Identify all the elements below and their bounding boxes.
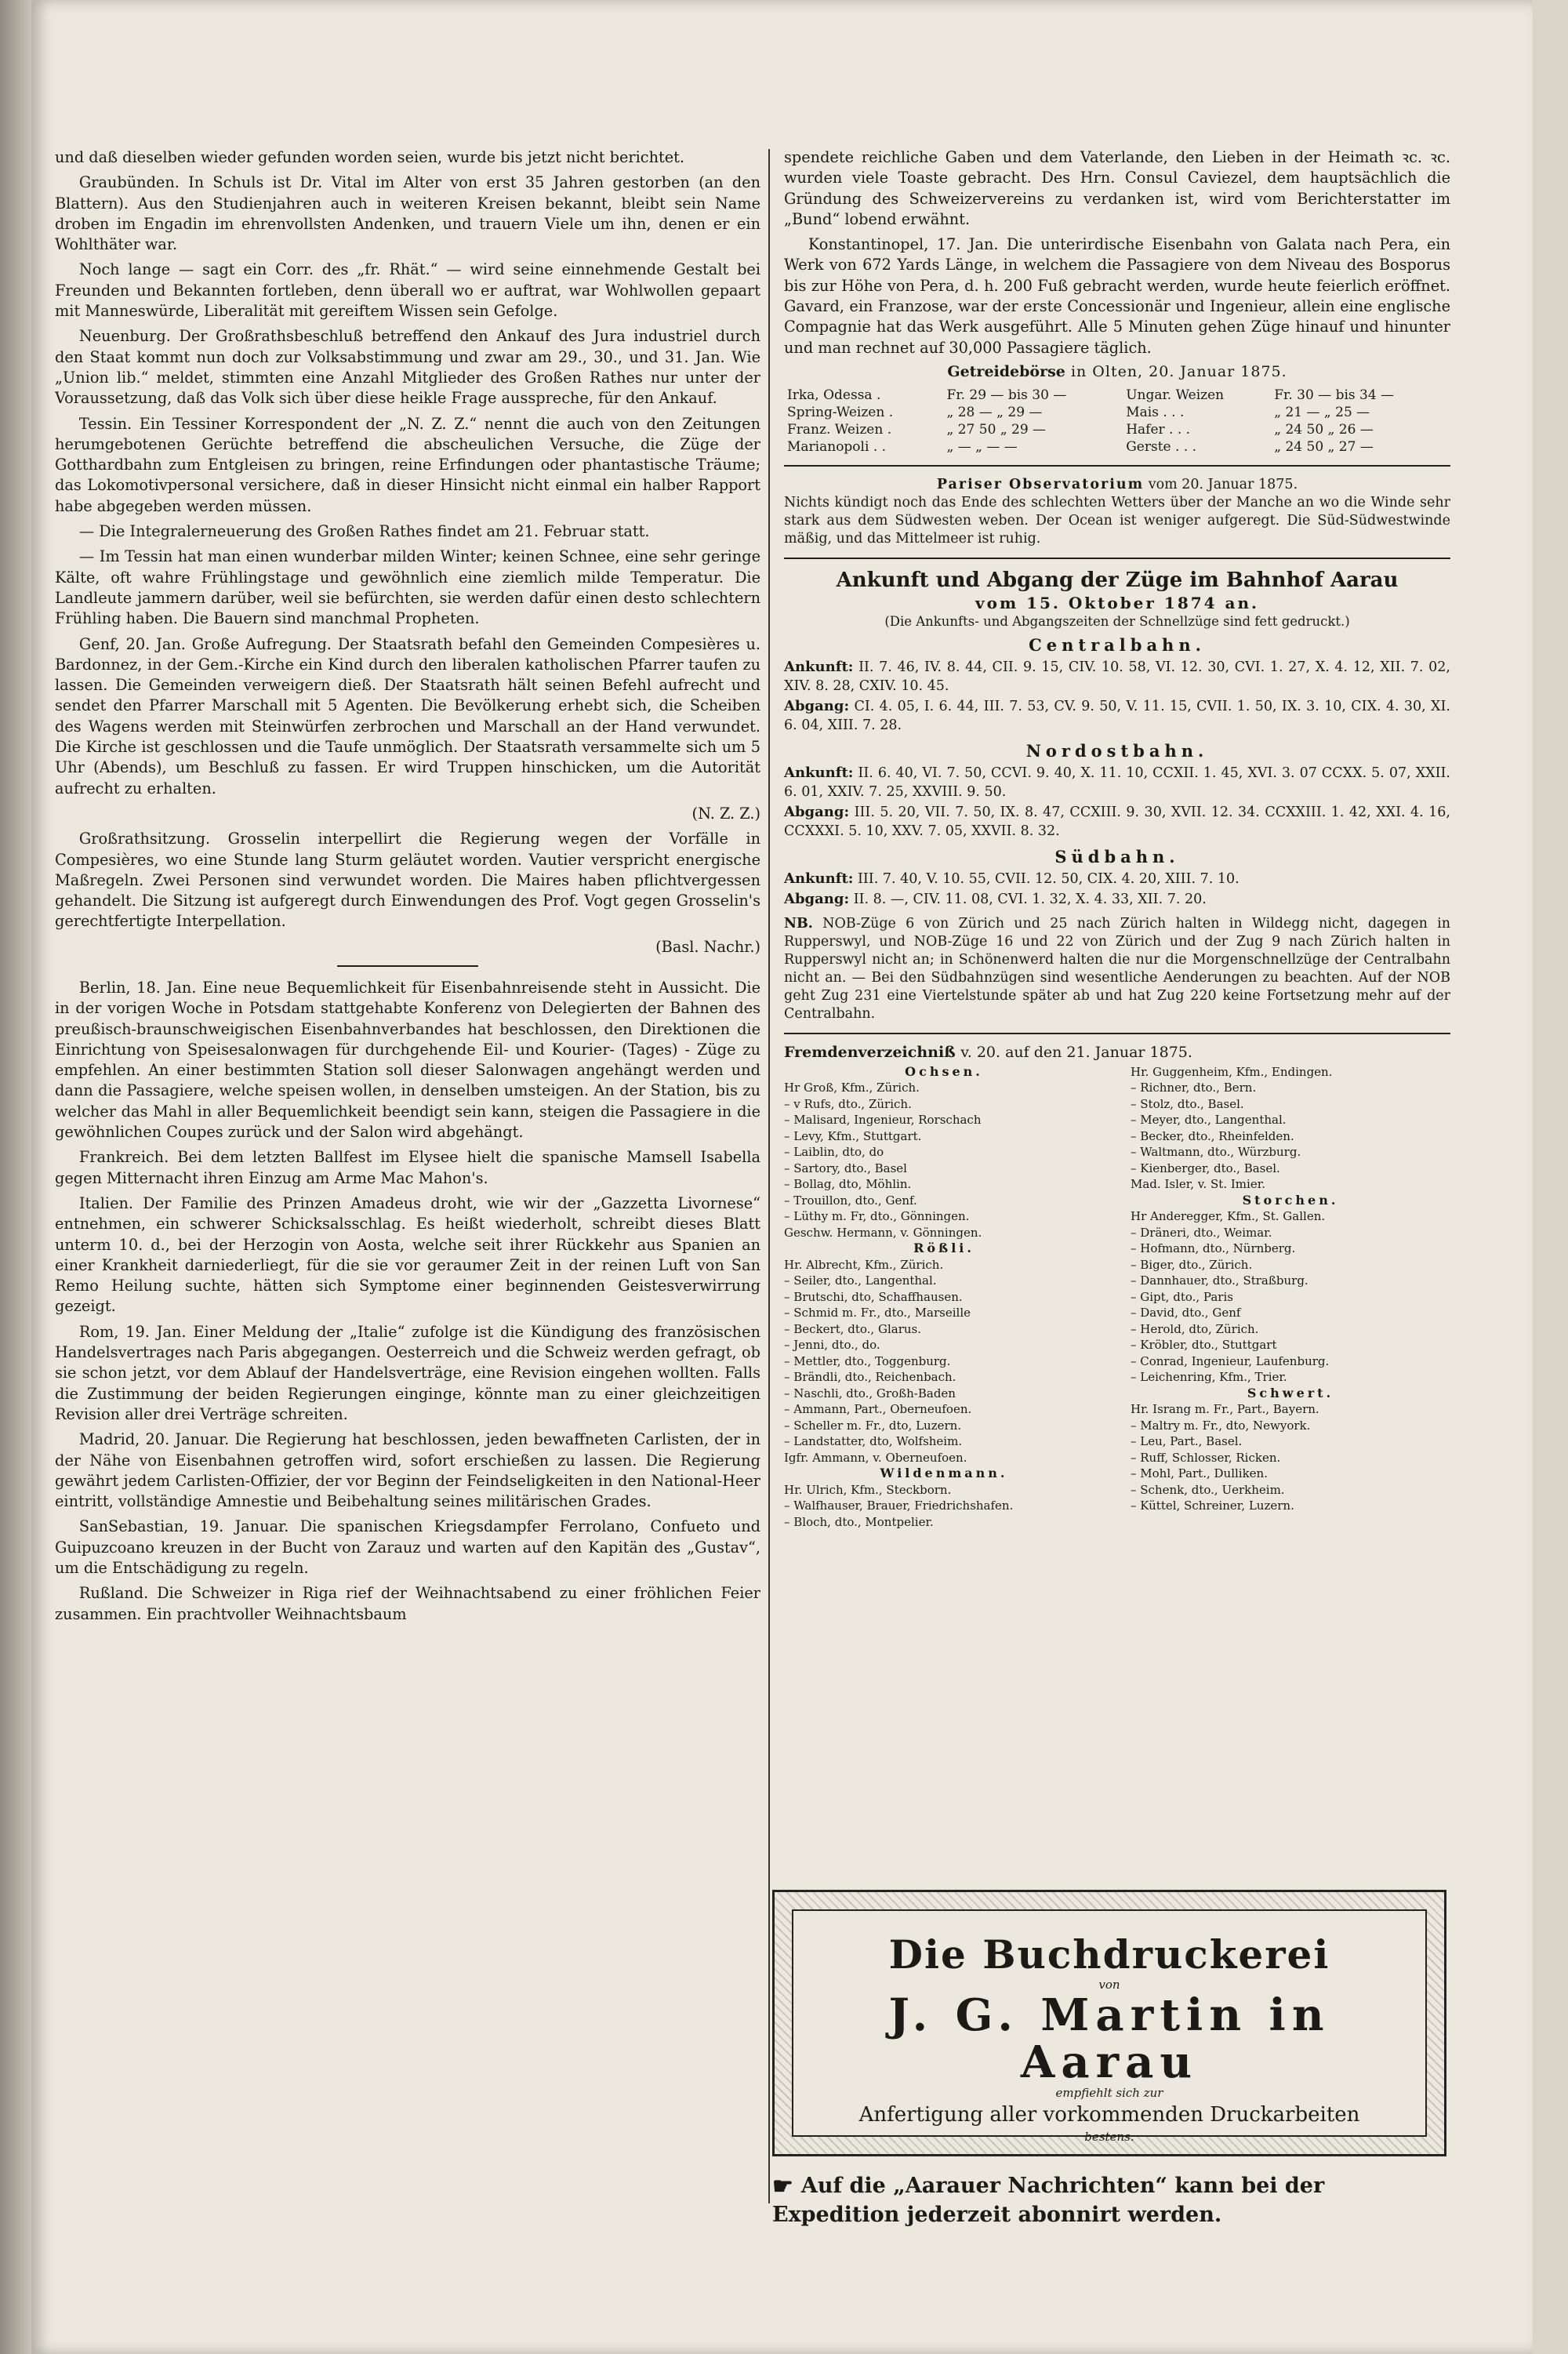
train-schedule-subtitle: vom 15. Oktober 1874 an.	[975, 593, 1259, 612]
guest-entry: – Maltry m. Fr., dto, Newyork.	[1131, 1418, 1311, 1433]
guest-entry: – Dräneri, dto., Weimar.	[1131, 1225, 1272, 1240]
grain-price-cell: „ 27 50 „ 29 —	[946, 421, 1047, 438]
guest-entry: – Lüthy m. Fr, dto., Gönningen.	[784, 1209, 970, 1224]
advertisement-frame	[792, 1909, 1427, 2144]
article-madrid: Madrid, 20. Januar. Die Regierung hat beschlossen, jeden bewaffneten Carlisten, der in der Nähe von Eisenbahnen getroffen wird, sofort erschießen zu lassen. Die Regierung gewährt jedem Carlisten-Offizier, der vor Beginn der Feindseligkeiten in den National-Heer eintritt, vollständige Amnestie und Beibehaltung seines militärischen Grades.	[55, 1430, 760, 1511]
guest-entry: Mad. Isler, v. St. Imier.	[1131, 1177, 1265, 1192]
railway-name: Südbahn.	[1054, 846, 1180, 866]
arrivals	[784, 658, 1450, 696]
guest-entry: – Levy, Kfm., Stuttgart.	[784, 1128, 922, 1143]
guest-entry: – Brändli, dto., Reichenbach.	[784, 1370, 956, 1385]
hotel-name: Schwert.	[1247, 1385, 1334, 1400]
observatory-title: Pariser Observatorium	[936, 476, 1145, 492]
grain-exchange-heading	[784, 363, 1450, 380]
guest-entry: Hr. Israng m. Fr., Part., Bayern.	[1131, 1402, 1319, 1417]
pointing-hand-icon: ☛	[772, 2172, 793, 2200]
guest-entry: – Landstatter, dto, Wolfsheim.	[784, 1434, 963, 1449]
arrivals	[784, 870, 1450, 888]
ad-closing: bestens.	[1084, 2130, 1134, 2144]
grain-price-cell: Fr. 30 — bis 34 —	[1274, 387, 1395, 403]
grain-exchange-date: in Olten, 20. Januar 1875.	[1070, 362, 1287, 380]
grain-price-row	[784, 387, 1450, 404]
guest-entry: – Becker, dto., Rheinfelden.	[1131, 1128, 1294, 1143]
hotel-name: Wildenmann.	[880, 1466, 1008, 1481]
article-paragraph: — Die Integralerneuerung des Großen Rathes findet am 21. Februar statt.	[78, 522, 650, 541]
print-shop-advertisement	[772, 1890, 1446, 2156]
grain-price-cell: Franz. Weizen .	[787, 421, 892, 438]
guest-list-heading	[784, 1044, 1450, 1061]
guest-entry: – Ruff, Schlosser, Ricken.	[1131, 1450, 1281, 1465]
arrivals-label: Ankunft:	[784, 870, 854, 887]
grain-price-row	[784, 438, 1450, 456]
article-graubuenden: Graubünden. In Schuls ist Dr. Vital im Alter von erst 35 Jahren gestorben (an den Blattern). Aus den Studienjahren auch in weiteren Kreisen bekannt, bleibt sein Name droben im Engadin im ehrenvollsten Andenken, und trauern Viele um ihn, denen er ein Wohlthäter war.	[55, 173, 760, 254]
guest-entry: – Bollag, dto, Möhlin.	[784, 1177, 912, 1192]
observatory-text: Nichts kündigt noch das Ende des schlechten Wetters über der Manche an wo die Winde sehr stark aus dem Südwesten weben. Der Ocean ist weniger aufgeregt. Die Süd-Südwestwinde mäßig, und das Mittelmeer ist ruhig.	[784, 494, 1450, 547]
guest-entry: – Laiblin, dto, do	[784, 1145, 884, 1160]
guest-entry: – Biger, dto., Zürich.	[1131, 1257, 1253, 1272]
grain-price-table	[784, 387, 1450, 456]
guest-entry: – Walfhauser, Brauer, Friedrichshafen.	[784, 1498, 1014, 1513]
guest-entry: – Sartory, dto., Basel	[784, 1161, 907, 1175]
guest-entry: – Küttel, Schreiner, Luzern.	[1131, 1498, 1294, 1513]
ad-service: Anfertigung aller vorkommenden Druckarbeiten	[858, 2103, 1360, 2127]
guest-entry: – David, dto., Genf	[1131, 1306, 1241, 1320]
guest-entry: – Mohl, Part., Dulliken.	[1131, 1466, 1268, 1481]
departures	[784, 890, 1450, 909]
guest-entry: – Hofmann, dto., Nürnberg.	[1131, 1241, 1296, 1256]
train-schedule-note: (Die Ankunfts- und Abgangszeiten der Schnellzüge sind fett gedruckt.)	[884, 613, 1350, 629]
grain-price-row	[784, 404, 1450, 421]
arrivals-times: III. 7. 40, V. 10. 55, CVII. 12. 50, CIX. 4. 20, XIII. 7. 10.	[857, 870, 1240, 887]
guest-list-column-right	[1131, 1064, 1450, 1531]
guest-entry: – Stolz, dto., Basel.	[1131, 1096, 1244, 1111]
departures-label: Abgang:	[784, 890, 850, 907]
guest-entry: – Kröbler, dto., Stuttgart	[1131, 1338, 1277, 1353]
source-citation: (Basl. Nachr.)	[655, 937, 760, 956]
guest-entry: Geschw. Hermann, v. Gönningen.	[784, 1225, 982, 1240]
notice-label: NB.	[784, 915, 813, 932]
ad-company-name: J. G. Martin in Aarau	[888, 1989, 1330, 2088]
guest-entry: – Mettler, dto., Toggenburg.	[784, 1353, 951, 1368]
guest-entry: – Dannhauer, dto., Straßburg.	[1131, 1273, 1308, 1288]
guest-entry: – Schmid m. Fr., dto., Marseille	[784, 1306, 971, 1320]
railway-name: Nordostbahn.	[1025, 740, 1209, 761]
arrivals	[784, 764, 1450, 801]
grain-price-cell: Hafer . . .	[1126, 421, 1191, 438]
departures	[784, 697, 1450, 735]
guest-entry: – Ammann, Part., Oberneufoen.	[784, 1402, 972, 1417]
arrivals-times: II. 7. 46, IV. 8. 44, CII. 9. 15, CIV. 10. 58, VI. 12. 30, CVI. 1. 27, X. 4. 12, XII. 7. 02, XIV. 8. 28, CXIV. 10. 45.	[784, 659, 1450, 694]
grain-price-cell: Irka, Odessa .	[787, 387, 881, 403]
article-italien: Italien. Der Familie des Prinzen Amadeus droht, wie wir der „Gazzetta Livornese“ entnehmen, ein schwerer Schicksalsschlag. Es heißt wiederholt, schreibt dieses Blatt unterm 10. d., bei der Herzogin von Aosta, welche seit ihrer Rückkehr aus Spanien an einer Krankheit darniederliegt, für die sie vor geraumer Zeit in der reinen Luft von San Remo Heilung suchte, hätten sich Symptome einer beginnenden Geistesverwirrung gezeigt.	[55, 1193, 760, 1316]
grain-price-cell: Spring-Weizen .	[787, 404, 894, 420]
grain-price-cell: Gerste . . .	[1126, 438, 1197, 455]
article-sansebastian: SanSebastian, 19. Januar. Die spanischen Kriegsdampfer Ferrolano, Confueto und Guipuzcoano kreuzen in der Bucht von Zarauz und warten auf den Kapitän des „Gustav“, um die Entschädigung zu regeln.	[55, 1517, 760, 1577]
hotel-name: Storchen.	[1242, 1192, 1339, 1208]
guest-list-date: v. 20. auf den 21. Januar 1875.	[960, 1043, 1192, 1061]
train-notice	[784, 915, 1450, 1023]
book-spine-edge	[0, 0, 31, 2354]
article-paragraph: spendete reichliche Gaben und dem Vaterlande, den Lieben in der Heimath ꝛc. ꝛc. wurden viele Toaste gebracht. Des Hrn. Consul Caviezel, dem hauptsächlich die Gründung des Schweizervereins zu verdanken ist, wird vom Berichterstatter im „Bund“ lobend erwähnt.	[784, 148, 1450, 228]
guest-entry: – Meyer, dto., Langenthal.	[1131, 1113, 1287, 1128]
left-column	[55, 147, 760, 1629]
guest-entry: – Schenk, dto., Uerkheim.	[1131, 1482, 1285, 1497]
grain-price-row	[784, 421, 1450, 438]
article-russland: Rußland. Die Schweizer in Riga rief der Weihnachtsabend zu einer fröhlichen Feier zusammen. Ein prachtvoller Weihnachtsbaum	[55, 1584, 760, 1623]
article-frankreich: Frankreich. Bei dem letzten Ballfest im Elysee hielt die spanische Mamsell Isabella gegen Mitternacht ihren Einzug am Arme Mac Mahon's.	[55, 1148, 760, 1187]
article-genf: Genf, 20. Jan. Große Aufregung. Der Staatsrath befahl den Gemeinden Compesières u. Bardonnez, in der Gem.-Kirche ein Kind durch den liberalen katholischen Pfarrer taufen zu lassen. Die Gemeinden verweigern dieß. Der Staatsrath hält seinen Befehl aufrecht und sendet den Pfarrer Marschall mit 5 Agenten. Die Bevölkerung erhebt sich, die Scheiben des Wagens werden mit Steinwürfen zerbrochen und Marschall an der Hand verwundet. Die Kirche ist geschlossen und die Taufe unmöglich. Der Staatsrath versammelte sich um 5 Uhr (Abends), um Beschluß zu fassen. Er wird Truppen hinschicken, um die Autorität aufrecht zu erhalten.	[55, 634, 760, 797]
guest-entry: Igfr. Ammann, v. Oberneufoen.	[784, 1450, 967, 1465]
guest-entry: Hr Groß, Kfm., Zürich.	[784, 1081, 920, 1095]
guest-entry: – Beckert, dto., Glarus.	[784, 1321, 921, 1336]
guest-entry: – Leichenring, Kfm., Trier.	[1131, 1370, 1287, 1385]
grain-exchange-title: Getreidebörse	[947, 362, 1065, 380]
railway-centralbahn	[784, 635, 1450, 735]
guest-entry: – v Rufs, dto., Zürich.	[784, 1096, 912, 1111]
article-paragraph: — Im Tessin hat man einen wunderbar milden Winter; keinen Schnee, eine sehr geringe Kälte, oft wahre Frühlingstage und gewöhnlich eine ziemlich milde Temperatur. Die Landleute jammern darüber, weil sie befürchten, sie werden dafür einen desto schlechtern Frühling haben. Die Bauern sind manchmal Propheten.	[55, 547, 760, 628]
ad-recommend: empfiehlt sich zur	[1055, 2086, 1163, 2100]
guest-entry: – Kienberger, dto., Basel.	[1131, 1161, 1280, 1175]
article-paragraph: Noch lange — sagt ein Corr. des „fr. Rhät.“ — wird seine einnehmende Gestalt bei Freunden und Bekannten fortleben, denn überall wo er auftrat, war Wohlwollen gepaart mit Manneswürde, Liberalität mit gereiftem Wissen sein Gefolge.	[55, 260, 760, 321]
hotel-name: Ochsen.	[905, 1063, 983, 1079]
grain-price-cell: „ — „ — —	[946, 438, 1018, 455]
train-schedule-title: Ankunft und Abgang der Züge im Bahnhof Aarau	[836, 568, 1399, 592]
arrivals-label: Ankunft:	[784, 658, 854, 675]
right-column	[784, 147, 1450, 1530]
grain-price-cell: „ 28 — „ 29 —	[946, 404, 1043, 420]
guest-entry: – Scheller m. Fr., dto, Luzern.	[784, 1418, 962, 1433]
column-divider	[768, 149, 770, 2203]
guest-entry: – Bloch, dto., Montpelier.	[784, 1514, 934, 1529]
guest-entry: – Malisard, Ingenieur, Rorschach	[784, 1113, 982, 1128]
guest-entry: – Trouillon, dto., Genf.	[784, 1193, 917, 1208]
guest-entry: Hr. Albrecht, Kfm., Zürich.	[784, 1257, 944, 1272]
guest-entry: Hr. Guggenheim, Kfm., Endingen.	[1131, 1064, 1333, 1079]
departures	[784, 803, 1450, 841]
guest-entry: – Herold, dto, Zürich.	[1131, 1321, 1259, 1336]
article-paragraph: und daß dieselben wieder gefunden worden seien, wurde bis jetzt nicht berichtet.	[55, 148, 685, 166]
article-konstantinopel: Konstantinopel, 17. Jan. Die unterirdische Eisenbahn von Galata nach Pera, ein Werk von 672 Yards Länge, in welchem die Passagiere von dem Niveau des Bosporus bis zur Höhe von Pera, d. h. 200 Fuß gebracht werden, wurde heute feierlich eröffnet. Gavard, ein Franzose, war der erste Concessionär und Ingenieur, allein eine englische Compagnie hat das Werk ausgeführt. Alle 5 Minuten gehen Züge hinauf und hinunter und man rechnet auf 30,000 Passagiere täglich.	[784, 235, 1450, 357]
subscription-notice	[772, 2172, 1446, 2229]
subscription-text: Auf die „Aarauer Nachrichten“ kann bei der Expedition jederzeit abonnirt werden.	[772, 2174, 1325, 2227]
railway-suedbahn	[784, 847, 1450, 909]
article-tessin: Tessin. Ein Tessiner Korrespondent der „N. Z. Z.“ nennt die auch von den Zeitungen herumgebotenen Gerüchte betreffend die abscheulichen Versuche, die Züge der Gotthardbahn zum Entgleisen zu bringen, reine Erfindungen oder phantastische Träume; das Lokomotivpersonal versichere, daß in dieser Hinsicht nicht einmal ein halber Rapport habe abgegeben werden müssen.	[55, 414, 760, 515]
guest-entry: – Waltmann, dto., Würzburg.	[1131, 1145, 1301, 1160]
article-neuenburg: Neuenburg. Der Großrathsbeschluß betreffend den Ankauf des Jura industriel durch den Staat kommt nun doch zur Volksabstimmung und zwar am 29., 30., und 31. Jan. Wie „Union lib.“ meldet, stimmten eine Anzahl Mitglieder des Großen Rathes nur unter der Voraussetzung, daß das Volk sich über diese heikle Frage ausspreche, für den Ankauf.	[55, 327, 760, 408]
grain-price-cell: Ungar. Weizen	[1126, 387, 1225, 403]
ad-von: von	[1098, 1978, 1120, 1992]
notice-text: NOB-Züge 6 von Zürich und 25 nach Zürich halten in Wildegg nicht, dagegen in Rupperswyl, und NOB-Züge 16 und 22 von Zürich und der Zug 9 nach Zürich halten in Rupperswyl nicht an; in Schönenwerd halten die nur die Morgenschnellzüge der Centralbahn nicht an. — Bei den Südbahnzügen sind wesentliche Aenderungen zu beachten. Auf der NOB geht Zug 231 eine Viertelstunde später ab und hat Zug 220 keine Fortsetzung mehr auf der Centralbahn.	[784, 915, 1450, 1022]
departures-label: Abgang:	[784, 697, 850, 714]
guest-list-column-left	[784, 1064, 1104, 1531]
article-grossrathsitzung: Großrathsitzung. Grosselin interpellirt die Regierung wegen der Vorfälle in Compesières, wo eine Stunde lang Sturm geläutet worden. Vautier verspricht energische Maßregeln. Zwei Personen sind verwundet worden. Die Maires haben pflichtvergessen gehandelt. Die Sitzung ist aufgeregt durch Einwendungen des Prof. Vogt gegen Grosselin's gerechtfertigte Interpellation.	[55, 830, 760, 931]
section-rule	[784, 558, 1450, 559]
source-citation: (N. Z. Z.)	[691, 804, 760, 823]
paris-observatory-report	[784, 476, 1450, 548]
guest-entry: – Conrad, Ingenieur, Laufenburg.	[1131, 1353, 1330, 1368]
section-rule	[337, 965, 478, 967]
observatory-date: vom 20. Januar 1875.	[1148, 476, 1298, 492]
departures-times: CI. 4. 05, I. 6. 44, III. 7. 53, CV. 9. 50, V. 11. 15, CVII. 1. 50, IX. 3. 10, CIX. 4. 30, XI. 6. 04, XIII. 7. 28.	[784, 698, 1450, 733]
grain-price-cell: Marianopoli . .	[787, 438, 887, 455]
section-rule	[784, 1033, 1450, 1034]
hotel-name: Rößli.	[913, 1241, 975, 1256]
grain-price-cell: Fr. 29 — bis 30 —	[946, 387, 1067, 403]
grain-price-cell: „ 24 50 „ 27 —	[1274, 438, 1374, 455]
grain-price-cell: Mais . . .	[1126, 404, 1185, 420]
guest-entry: – Brutschi, dto, Schaffhausen.	[784, 1289, 963, 1304]
guest-entry: – Jenni, dto., do.	[784, 1338, 880, 1353]
grain-price-cell: „ 24 50 „ 26 —	[1274, 421, 1374, 438]
arrivals-label: Ankunft:	[784, 764, 854, 781]
guest-entry: – Leu, Part., Basel.	[1131, 1434, 1243, 1449]
section-rule	[784, 465, 1450, 467]
guest-list-title: Fremdenverzeichniß	[784, 1043, 956, 1061]
grain-price-cell: „ 21 — „ 25 —	[1274, 404, 1370, 420]
article-rom: Rom, 19. Jan. Einer Meldung der „Italie“ zufolge ist die Kündigung des französischen Handelsvertrages nach Paris abgegangen. Oesterreich und die Schweiz werden gefragt, ob sie schon jetzt, vor dem Ablauf der Handelsverträge, eine Revision eingehen wollten. Falls die Zustimmung der beiden Regierungen einginge, könnte man zu einer gleichzeitigen Revision aller drei Verträge schreiten.	[55, 1322, 760, 1423]
guest-entry: – Gipt, dto., Paris	[1131, 1289, 1233, 1304]
railway-nordostbahn	[784, 741, 1450, 841]
guest-entry: – Seiler, dto., Langenthal.	[784, 1273, 937, 1288]
departures-times: III. 5. 20, VII. 7. 50, IX. 8. 47, CCXIII. 9. 30, XVII. 12. 34. CCXXIII. 1. 42, XXI. 4. 16, CCXXXI. 5. 10, XXV. 7. 05, XXVII. 8. 32.	[784, 804, 1450, 839]
guest-entry: – Naschli, dto., Großh-Baden	[784, 1386, 956, 1400]
departures-label: Abgang:	[784, 803, 850, 820]
departures-times: II. 8. —, CIV. 11. 08, CVI. 1. 32, X. 4. 33, XII. 7. 20.	[853, 891, 1207, 907]
guest-list	[784, 1064, 1450, 1531]
guest-entry: Hr. Ulrich, Kfm., Steckborn.	[784, 1482, 952, 1497]
railway-name: Centralbahn.	[1029, 634, 1206, 655]
guest-entry: – Richner, dto., Bern.	[1131, 1081, 1257, 1095]
guest-entry: Hr Anderegger, Kfm., St. Gallen.	[1131, 1209, 1326, 1224]
arrivals-times: II. 6. 40, VI. 7. 50, CCVI. 9. 40, X. 11. 10, CCXII. 1. 45, XVI. 3. 07 CCXX. 5. 07, XXII. 6. 01, XXIV. 7. 25, XXVIII. 9. 50.	[784, 765, 1450, 800]
article-berlin: Berlin, 18. Jan. Eine neue Bequemlichkeit für Eisenbahnreisende steht in Aussicht. Die in der vorigen Woche in Potsdam stattgehabte Konferenz von Delegierten der Bahnen des preußisch-braunschweigischen Eisenbahnverbandes hat beschlossen, den Direktionen die Einrichtung von Speisesalonwagen für durchgehende Eil- und Kourier- (Tages) - Züge zu empfehlen. An einer bestimmten Station soll dieser Salonwagen angehängt werden und dann die Passagiere, welche speisen wollen, in denselben umsteigen. An der Station, bis zu welcher das Mahl in aller Bequemlichkeit beendigt sein kann, steigen die Passagiere in die gewöhnlichen Coupes zurück und der Salon wird abgehängt.	[55, 978, 760, 1142]
ad-title: Die Buchdruckerei	[888, 1931, 1330, 1978]
